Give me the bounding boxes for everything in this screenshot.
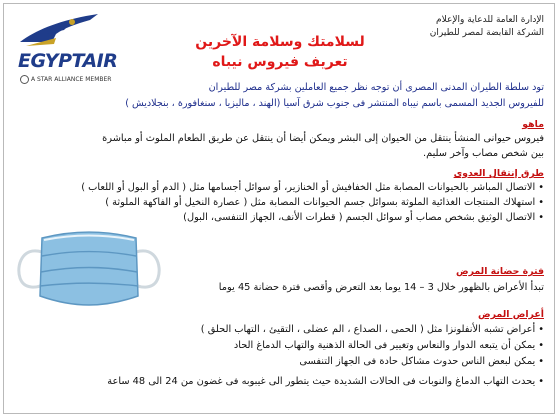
symptom-item-3: • يمكن لبعض الناس حدوث مشاكل حادة فى الجهاز التنفسى <box>299 355 544 369</box>
section-heading-what: ماهو <box>522 119 544 130</box>
symptom-item-2: • يمكن أن يتبعه الدوار والنعاس وتغيير فى الحالة الذهنية والتهاب الدماغ الحاد <box>234 339 544 353</box>
transmission-item-3: • الاتصال الوثيق بشخص مصاب أو سوائل الجسم ( قطرات الأنف، الجهاز التنفسى، البول) <box>183 211 544 225</box>
face-mask-icon <box>14 226 164 314</box>
symptom-item-1: • أعراض تشبه الأنفلونزا مثل ( الحمى ، الصداع ، الم عضلى ، التقيئ ، التهاب الحلق ) <box>201 323 544 337</box>
section-heading-transmission: طرق إنتقال العدوى <box>453 168 544 179</box>
what-line-1: فيروس حيوانى المنشأ ينتقل من الحيوان إلى البشر ويمكن أيضا أن ينتقل عن طريق الطعام الملوث أو مباشرة <box>102 133 544 144</box>
what-line-2: بين شخص مصاب وآخر سليم. <box>422 148 544 159</box>
transmission-item-2: • استهلاك المنتجات الغذائية الملوثة بسوائل جسم الحيوانات المصابة مثل ( عصارة النخيل أو الفاكهة الملوثة ) <box>105 196 544 210</box>
page-title: لسلامتك وسلامة الآخرين <box>195 34 365 50</box>
intro-line-2: للفيروس الجديد المسمى باسم نيباه المنتشر فى جنوب شرق آسيا (الهند ، ماليزيا ، سنغافورة ، بنجلاديش ) <box>125 98 544 109</box>
incubation-line: تبدأ الأعراض بالظهور خلال 3 – 14 يوما بعد التعرض وأقصى فترة حضانة 45 يوما <box>218 282 544 293</box>
logo-wordmark: EGYPTAIR <box>18 50 118 72</box>
intro-line-1: تود سلطة الطيران المدنى المصرى أن توجه نظر جميع العاملين بشركة مصر للطيران <box>208 82 544 93</box>
section-heading-symptoms: أعراض المرض <box>477 309 544 320</box>
logo-tagline: A STAR ALLIANCE MEMBER <box>20 75 111 84</box>
org-line-1: الإدارة العامة للدعاية والإعلام <box>436 15 544 25</box>
symptom-item-4: • يحدث التهاب الدماغ والنوبات فى الحالات الشديدة حيث يتطور الى غيبوبه فى غضون من 24 الى 48 ساعة <box>107 375 544 389</box>
page-subtitle: تعريف فيروس نيباه <box>212 54 348 70</box>
transmission-item-1: • الاتصال المباشر بالحيوانات المصابة مثل الخفافيش أو الخنازير، أو سوائل أجسامها مثل ( الدم أو البول أو اللعاب ) <box>81 181 544 195</box>
section-heading-incubation: فترة حضانة المرض <box>455 266 544 277</box>
org-line-2: الشركة القابضة لمصر للطيران <box>429 28 544 38</box>
